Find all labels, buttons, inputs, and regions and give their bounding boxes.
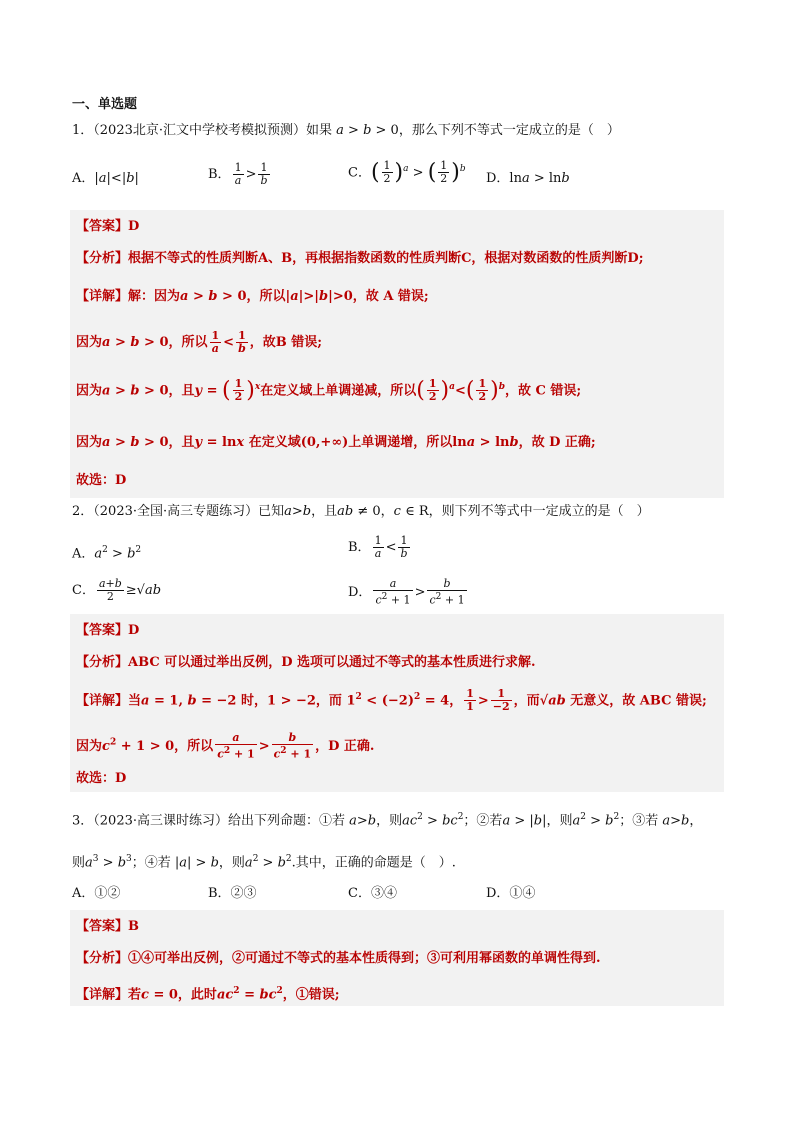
q2-option-c: C． $\frac{a+b}{2}$ ≥√ab [72,577,162,603]
q2-analysis: 【分析】ABC 可以通过举出反例，D 选项可以通过不等式的基本性质进行求解. [76,655,536,670]
q3-option-a: A．①② [72,886,121,901]
q2-stem: 2．（2023·全国·高三专题练习）已知a>b，且ab ≠ 0，c ∈ R，则下列不等式中一定成立的是（ ） [72,504,650,519]
q1-detail-2: 因为a > b > 0，所以 $\frac{1}{a}$ < $\frac{1}{b}$ ，故B 错误; [76,329,323,355]
q1-option-a: A．|a|<|b| [72,171,139,186]
q1-option-c: C．( $\frac{1}{2}$ )$^a$ > ( $\frac{1}{2}$ )$^b$ [348,159,466,186]
q2-option-a: A．$a^2 > b^2$ [72,545,142,562]
q1-analysis: 【分析】根据不等式的性质判断A、B，再根据指数函数的性质判断C，根据对数函数的性质判断D; [76,251,644,266]
q2-conclusion: 故选：D [76,771,127,786]
q2-answer: 【答案】D [76,623,140,638]
q3-option-c: C．③④ [348,886,397,901]
q1-detail-1: 【详解】解：因为a > b > 0，所以|a|>|b|>0，故 A 错误; [76,289,429,304]
q3-option-d: D．①④ [486,886,536,901]
q2-option-b: B． $\frac{1}{a}$ < $\frac{1}{b}$ [348,534,408,560]
q3-answer-panel [70,910,724,1006]
section-title: 一、单选题 [72,97,138,112]
q1-option-d: D．lna > lnb [486,171,570,186]
q3-stem-line-1: 3．（2023·高三课时练习）给出下列命题：①若 a>b，则$ac^2 > bc^2$；②若a > |b|，则$a^2 > b^2$；③若 a>b， [72,812,703,829]
q3-stem-line-2: 则$a^3 > b^3$；④若 |a| > b，则$a^2 > b^2$.其中，正确的命题是（ ）. [72,854,456,871]
q1-detail-3: 因为a > b > 0，且y = ( $\frac{1}{2}$ )$^x$在定义域上单调递减，所以( $\frac{1}{2}$ )$^a$<( $\frac{1}{2}$ )$^b$，故 C 错误; [76,377,582,404]
q2-detail-1: 【详解】当a = 1, b = −2 时，1 > −2，而 $1^2 < (-2)^2 = 4$， $\frac{1}{1}$ > $\frac{1}{-2}$ ，而√ab 无意义，故 ABC 错误; [76,687,707,714]
q3-detail-1: 【详解】若c = 0，此时$ac^2 = bc^2$，①错误; [76,986,340,1003]
q3-option-b: B．②③ [208,886,257,901]
q3-analysis: 【分析】①④可举出反例，②可通过不等式的基本性质得到；③可利用幂函数的单调性得到. [76,951,601,966]
q1-answer: 【答案】D [76,219,140,234]
q2-option-d: D． $\frac{a}{c^2 + 1}$ > $\frac{b}{c^2 + 1}$ [348,577,465,607]
q1-stem: 1．（2023北京·汇文中学校考模拟预测）如果 a > b > 0，那么下列不等式一定成立的是（ ） [72,123,620,138]
q1-answer-panel [70,210,724,498]
q1-conclusion: 故选：D [76,473,127,488]
q1-detail-4: 因为a > b > 0，且y = lnx 在定义域(0,+∞)上单调递增，所以lna > lnb，故 D 正确; [76,435,596,450]
q1-option-b: B． $\frac{1}{a}$ > $\frac{1}{b}$ [208,161,268,187]
q2-detail-2: 因为$c^2 + 1 > 0$，所以 $\frac{a}{c^2 + 1}$ > $\frac{b}{c^2 + 1}$ ，D 正确. [76,731,375,761]
q3-answer: 【答案】B [76,919,139,934]
q2-answer-panel [70,614,724,792]
